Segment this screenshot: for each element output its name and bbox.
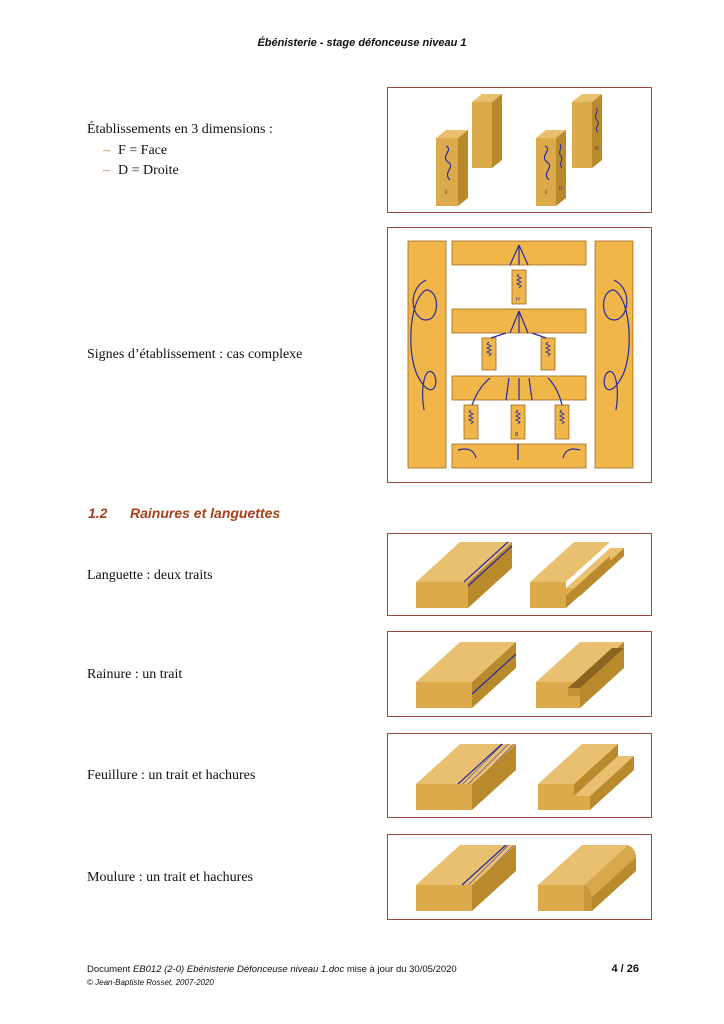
page-footer — [87, 964, 639, 987]
list-item: – F = Face — [103, 143, 168, 158]
row-label-feuillure: Feuillure : un trait et hachures — [87, 768, 256, 783]
mark-d: D — [595, 147, 599, 152]
figure-languette — [387, 533, 652, 616]
section-number: 1.2 — [88, 505, 108, 521]
footer-document-line: Document EB012 (2-0) Ebénisterie Défonceuse niveau 1.doc mise à jour du 30/05/2020 — [87, 964, 457, 975]
figure-complex-signs — [387, 227, 652, 483]
figure-moulure — [387, 834, 652, 920]
page-number: 4 / 26 — [611, 963, 639, 975]
row-label-moulure: Moulure : un trait et hachures — [87, 870, 254, 885]
mark-b: B — [515, 432, 519, 438]
wood-piece-droite — [572, 94, 602, 168]
wood-piece-face — [436, 130, 468, 206]
wood-piece — [472, 94, 502, 168]
page-header: Ébénisterie - stage défonceuse niveau 1 — [257, 37, 467, 49]
mark-f: F — [545, 191, 548, 196]
section-heading — [88, 505, 280, 521]
etablissements-title: Établissements en 3 dimensions : — [87, 122, 273, 137]
signes-text: Signes d’établissement : cas complexe — [87, 347, 303, 362]
figure-feuillure — [387, 733, 652, 818]
section-title: Rainures et languettes — [130, 505, 281, 521]
row-label-languette: Languette : deux traits — [87, 568, 213, 583]
list-item: – D = Droite — [103, 163, 179, 178]
figure-3d-establishments — [387, 87, 652, 213]
mark-d: D — [559, 187, 563, 192]
mark-f: F — [445, 191, 448, 196]
row-label-rainure: Rainure : un trait — [87, 667, 183, 682]
mark-h: H — [516, 297, 520, 303]
wood-piece-face-droite — [536, 130, 566, 206]
figure-rainure — [387, 631, 652, 717]
footer-copyright: © Jean-Baptiste Rosset, 2007-2020 — [87, 978, 214, 987]
